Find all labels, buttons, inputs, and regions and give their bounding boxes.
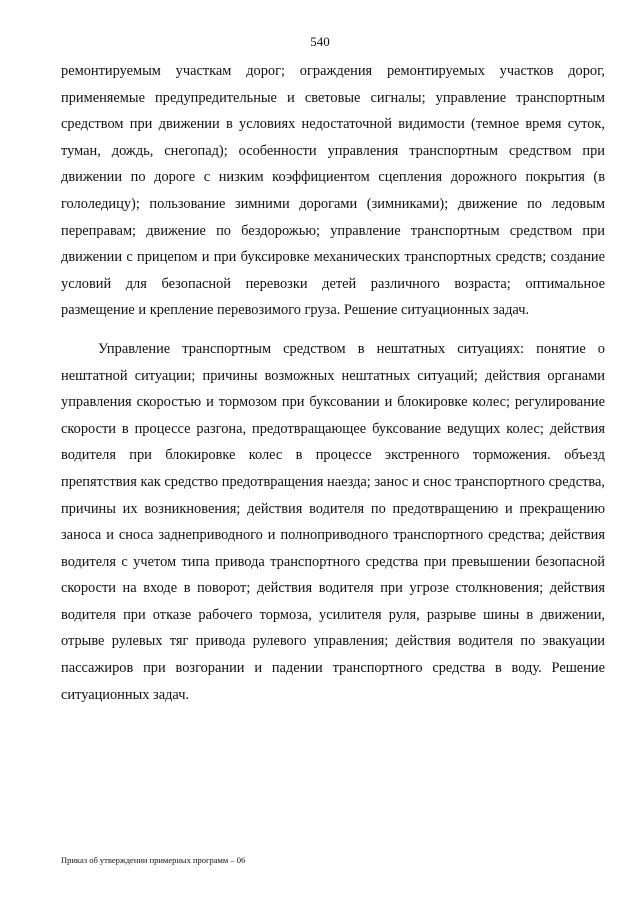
page-body — [61, 58, 605, 708]
page-number: 540 — [310, 34, 330, 49]
page-footer: Приказ об утверждении примерных программ – 06 — [61, 855, 246, 865]
paragraph-emergency-situations: Управление транспортным средством в нештатных ситуациях: понятие о нештатной ситуации; причины возможных нештатных ситуаций; действия органами управления скоростью и тормозом при буксовании и блокировке колес; регулирование скорости в процессе разгона, предотвращающее буксование ведущих колес; действия водителя при блокировке колес в процессе экстренного торможения. объезд препятствия как средство предотвращения наезда; занос и снос транспортного средства, причины их возникновения; действия водителя по предотвращению и прекращению заноса и сноса заднеприводного и полноприводного транспортного средства; действия водителя с учетом типа привода транспортного средства при превышении безопасной скорости на входе в поворот; действия водителя при угрозе столкновения; действия водителя при отказе рабочего тормоза, усилителя руля, разрыве шины в движении, отрыве рулевых тяг привода рулевого управления; действия водителя по эвакуации пассажиров при возгорании и падении транспортного средства в воду. Решение ситуационных задач. — [61, 340, 605, 703]
paragraph-continued: ремонтируемым участкам дорог; ограждения ремонтируемых участков дорог, применяемые предупредительные и световые сигналы; управление транспортным средством при движении в условиях недостаточной видимости (темное время суток, туман, дождь, снегопад); особенности управления транспортным средством при движении по дороге с низким коэффициентом сцепления дорожного покрытия (в гололедицу); пользование зимними дорогами (зимниками); движение по ледовым переправам; движение по бездорожью; управление транспортным средством при движении с прицепом и при буксировке механических транспортных средств; создание условий для безопасной перевозки детей различного возраста; оптимальное размещение и крепление перевозимого груза. Решение ситуационных задач. — [61, 63, 605, 319]
